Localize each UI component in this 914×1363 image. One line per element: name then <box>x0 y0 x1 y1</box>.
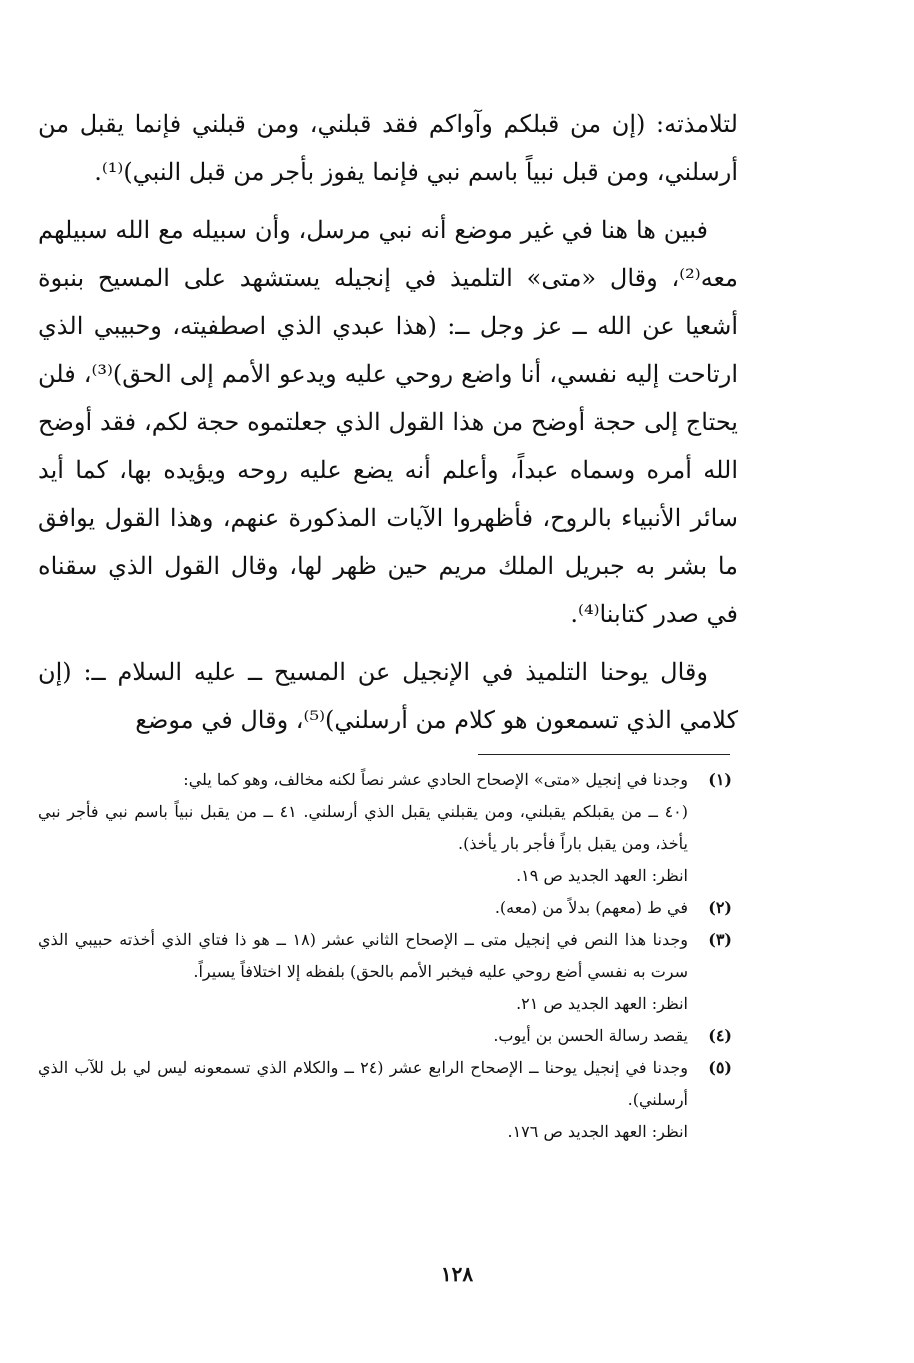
footnote-line: وجدنا في إنجيل يوحنا ــ الإصحاح الرابع عشر (٢٤ ــ والكلام الذي تسمعونه ليس لي بل للآب الذي أرسلني). <box>38 1058 689 1109</box>
footnote-4 <box>38 1020 732 1052</box>
footnote-line: في ط (معهم) بدلاً من (معه). <box>494 898 688 917</box>
footnote-line: انظر: العهد الجديد ص ١٩. <box>516 866 688 885</box>
paragraph-1: لتلامذته: (إن من قبلكم وآواكم فقد قبلني، ومن قبلني فإنما يقبل من أرسلني، ومن قبل نبياً باسم نبي فإنما يفوز بأجر من قبل النبي)⁽¹⁾. <box>38 110 738 186</box>
paragraph-2: فبين ها هنا في غير موضع أنه نبي مرسل، وأن سبيله مع الله سبيلهم معه⁽²⁾، وقال «متى» التلميذ في إنجيله يستشهد على المسيح بنبوة أشعيا عن الله ــ عز وجل ــ: (هذا عبدي الذي اصطفيته، وحبيبي الذي ارتاحت إليه نفسي، أنا واضع روحي عليه ويدعو الأمم إلى الحق)⁽³⁾، فلن يحتاج إلى حجة أوضح من هذا القول الذي جعلتموه حجة لكم، فقد أوضح الله أمره وسماه عبداً، وأعلم أنه يضع عليه روحه ويؤيده بها، كما أيد سائر الأنبياء بالروح، فأظهروا الآيات المذكورة عنهم، وهذا القول يوافق ما بشر به جبريل الملك مريم حين ظهر لها، وقال القول الذي سقناه في صدر كتابنا⁽⁴⁾. <box>38 216 738 628</box>
footnote-number: (٣) <box>708 930 732 949</box>
footnote-2 <box>38 892 732 924</box>
page-number: ١٢٨ <box>440 1262 474 1286</box>
footnote-3 <box>38 924 732 1020</box>
footnote-line: (٤٠ ــ من يقبلكم يقبلني، ومن يقبلني يقبل الذي أرسلني. ٤١ ــ من يقبل نبياً باسم نبي فأجر نبي يأخذ، ومن يقبل باراً فأجر بار يأخذ). <box>38 802 689 853</box>
footnote-5 <box>38 1052 732 1148</box>
footnote-line: انظر: العهد الجديد ص ٢١. <box>516 994 688 1013</box>
footnote-number: (١) <box>708 770 732 789</box>
footnote-1 <box>38 764 732 892</box>
footnotes <box>38 764 732 1148</box>
footnote-number: (٢) <box>708 898 732 917</box>
footnote-line: وجدنا هذا النص في إنجيل متى ــ الإصحاح الثاني عشر (١٨ ــ هو ذا فتاي الذي أخذته حبيبي الذي سرت به نفسي أضع روحي عليه فيخبر الأمم بالحق) بلفظه إلا اختلافاً يسيراً. <box>38 930 689 981</box>
paragraph-3: وقال يوحنا التلميذ في الإنجيل عن المسيح ــ عليه السلام ــ: (إن كلامي الذي تسمعون هو كلام من أرسلني)⁽⁵⁾، وقال في موضع <box>38 658 738 734</box>
footnote-separator <box>478 754 730 755</box>
footnote-line: يقصد رسالة الحسن بن أيوب. <box>493 1026 688 1045</box>
footnote-line: انظر: العهد الجديد ص ١٧٦. <box>507 1122 688 1141</box>
footnote-number: (٤) <box>708 1026 732 1045</box>
footnote-line: وجدنا في إنجيل «متى» الإصحاح الحادي عشر نصاً لكنه مخالف، وهو كما يلي: <box>183 770 688 789</box>
main-text <box>38 100 738 744</box>
footnote-number: (٥) <box>708 1058 732 1077</box>
